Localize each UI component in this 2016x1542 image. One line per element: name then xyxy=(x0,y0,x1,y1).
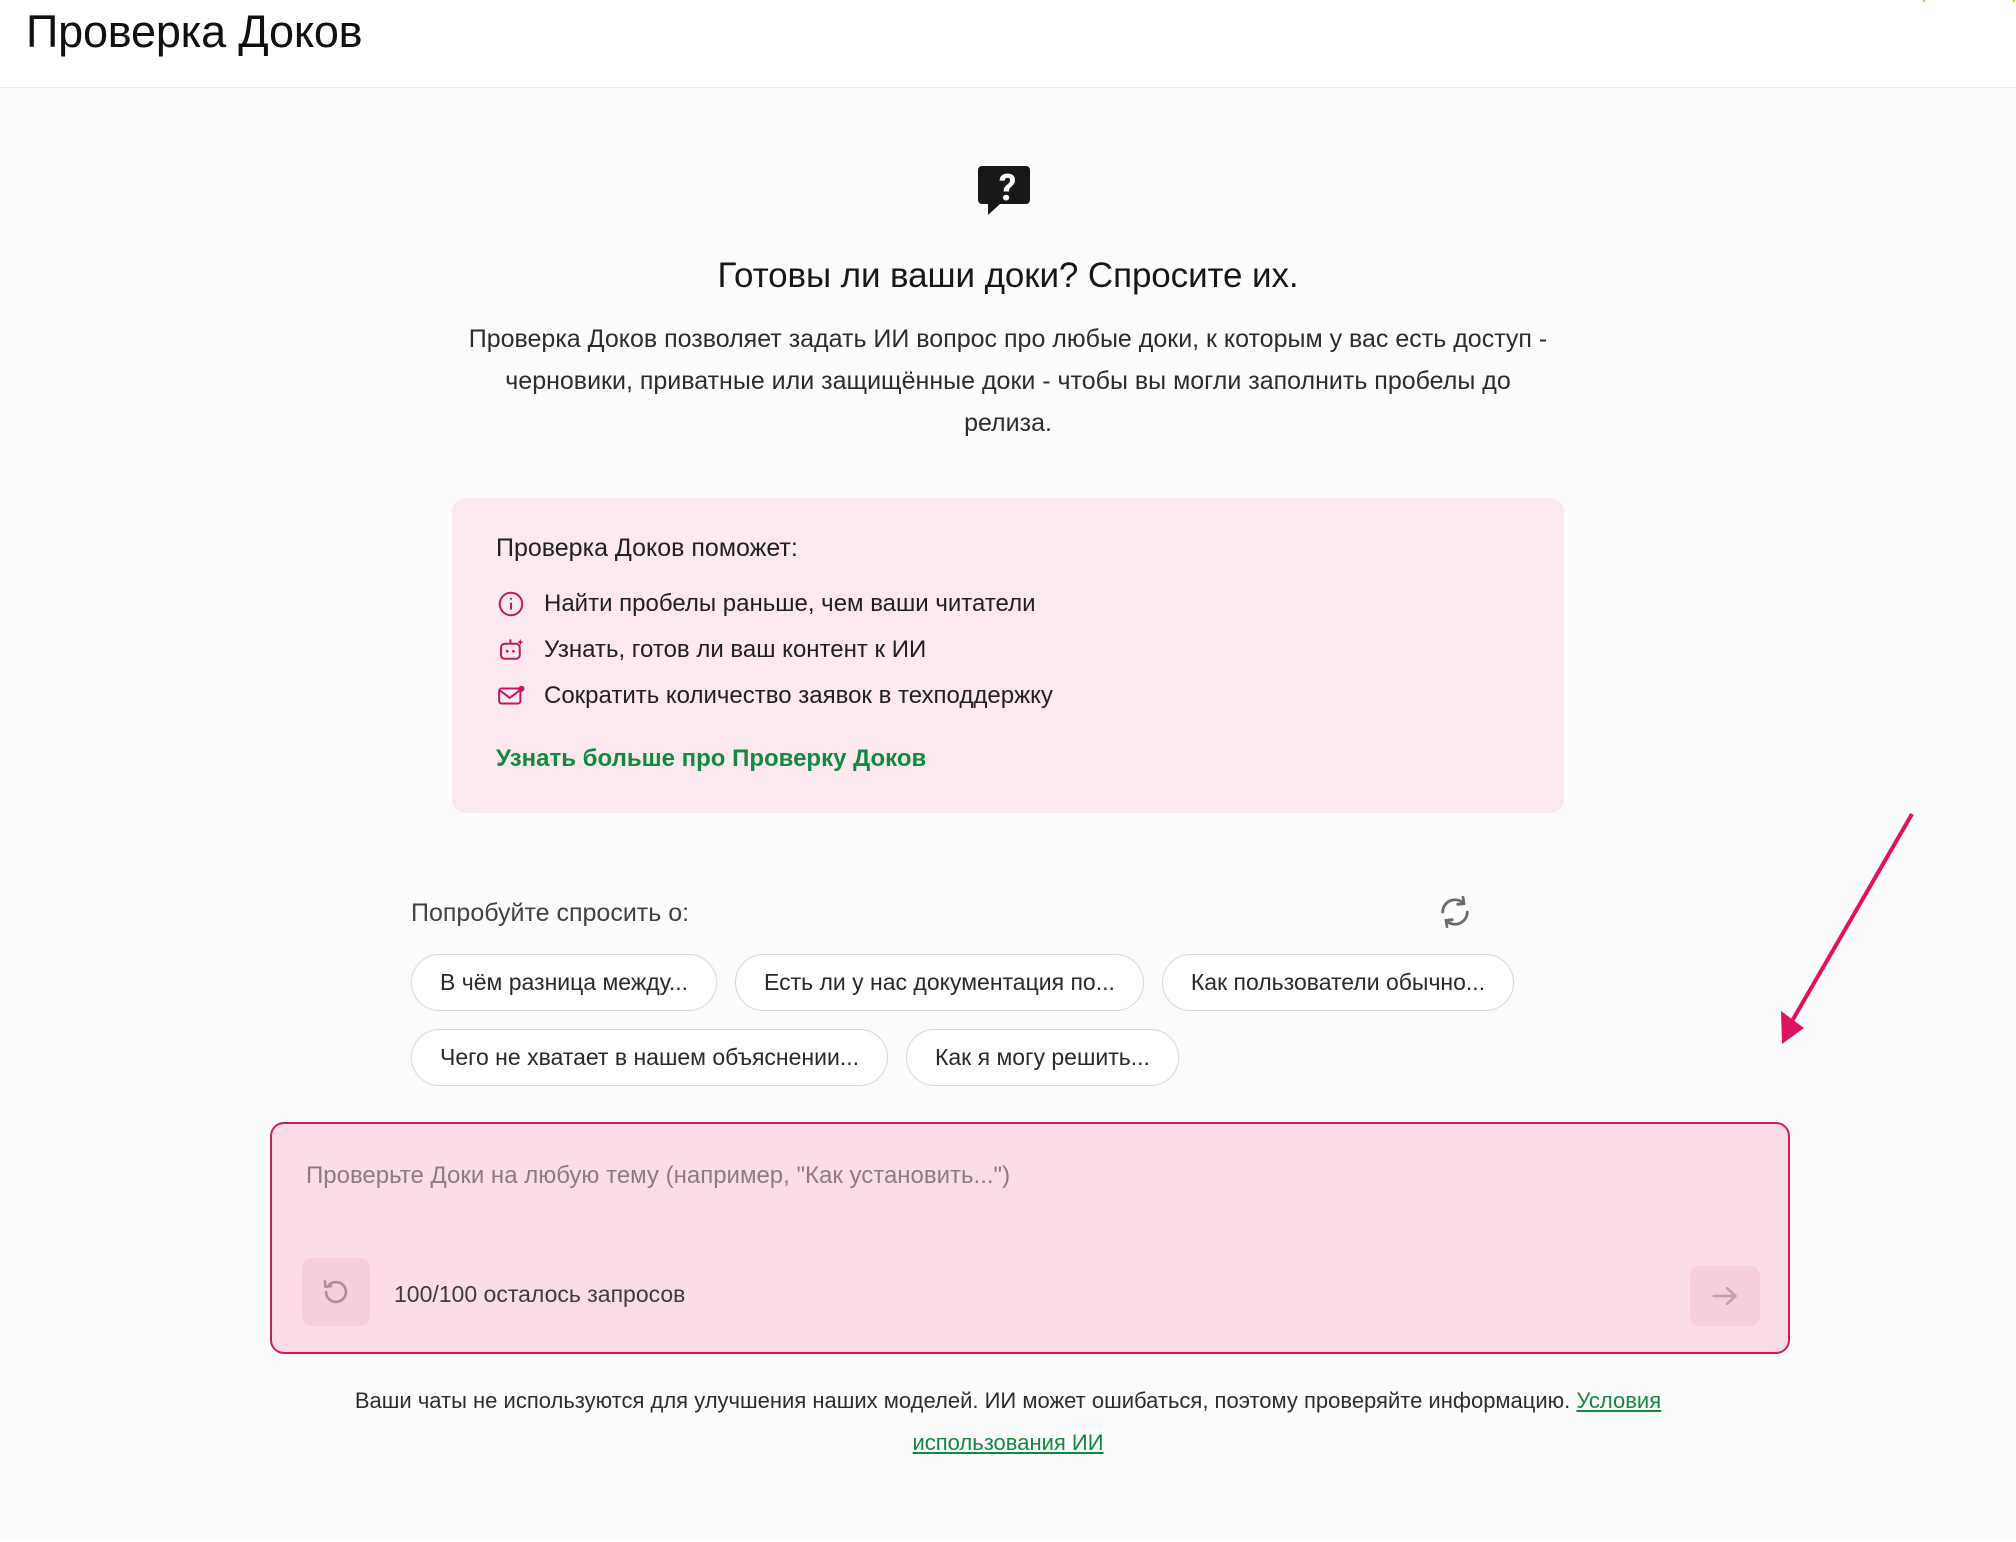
chat-input-placeholder[interactable]: Проверьте Доки на любую тему (например, "Как установить...") xyxy=(306,1162,1011,1189)
ai-disclaimer xyxy=(293,1380,1723,1464)
reset-icon xyxy=(319,1275,353,1309)
info-card xyxy=(452,498,1564,813)
suggestions-section xyxy=(348,899,1668,1086)
main-content xyxy=(0,88,2016,1541)
info-card-title: Проверка Доков поможет: xyxy=(496,534,798,562)
info-circle-icon xyxy=(496,589,526,619)
mail-dot-icon xyxy=(496,681,526,711)
info-card-item xyxy=(496,681,1520,711)
hero-title: Готовы ли ваши доки? Спросите их. xyxy=(717,256,1299,295)
info-card-item-label: Узнать, готов ли ваш контент к ИИ xyxy=(544,636,927,663)
suggestion-chips xyxy=(356,954,1646,1086)
ai-disclaimer-text: Ваши чаты не используются для улучшения наших моделей. ИИ может ошибаться, поэтому проверяйте информацию. xyxy=(354,1388,1577,1413)
suggestions-label: Попробуйте спросить о: xyxy=(411,899,690,927)
page-title: Проверка Доков xyxy=(26,6,363,57)
reset-button[interactable] xyxy=(302,1258,370,1326)
suggestion-chip[interactable]: Как пользователи обычно... xyxy=(1162,954,1514,1011)
arrow-right-icon xyxy=(1708,1279,1742,1313)
info-card-item-label: Сократить количество заявок в техподдержку xyxy=(544,682,1053,709)
quota-text: 100/100 осталось запросов xyxy=(394,1281,686,1307)
app-header xyxy=(0,0,2016,88)
learn-more-link[interactable]: Узнать больше про Проверку Доков xyxy=(496,745,927,772)
info-card-item xyxy=(496,635,1520,665)
robot-sparkle-icon xyxy=(496,635,526,665)
info-card-item-label: Найти пробелы раньше, чем ваши читатели xyxy=(544,590,1036,617)
hero-subtitle: Проверка Доков позволяет задать ИИ вопрос про любые доки, к которым у вас есть доступ - черновики, приватные или защищённые доки - чтобы вы могли заполнить пробелы до релиза. xyxy=(468,325,1548,437)
chat-composer[interactable] xyxy=(270,1122,1790,1354)
terms-link[interactable]: Условия использования ИИ xyxy=(912,1388,1662,1455)
info-card-item xyxy=(496,589,1520,619)
suggestion-chip[interactable]: Есть ли у нас документация по... xyxy=(735,954,1144,1011)
suggestion-chip[interactable]: Чего не хватает в нашем объяснении... xyxy=(411,1029,888,1086)
annotation-arrow xyxy=(1760,806,1930,1056)
send-button[interactable] xyxy=(1690,1266,1760,1326)
header-accent-marker xyxy=(1923,0,2015,2)
suggestion-chip[interactable]: В чём разница между... xyxy=(411,954,717,1011)
question-chat-icon xyxy=(976,164,1040,222)
suggestion-chip[interactable]: Как я могу решить... xyxy=(906,1029,1179,1086)
refresh-icon[interactable] xyxy=(1434,891,1476,933)
